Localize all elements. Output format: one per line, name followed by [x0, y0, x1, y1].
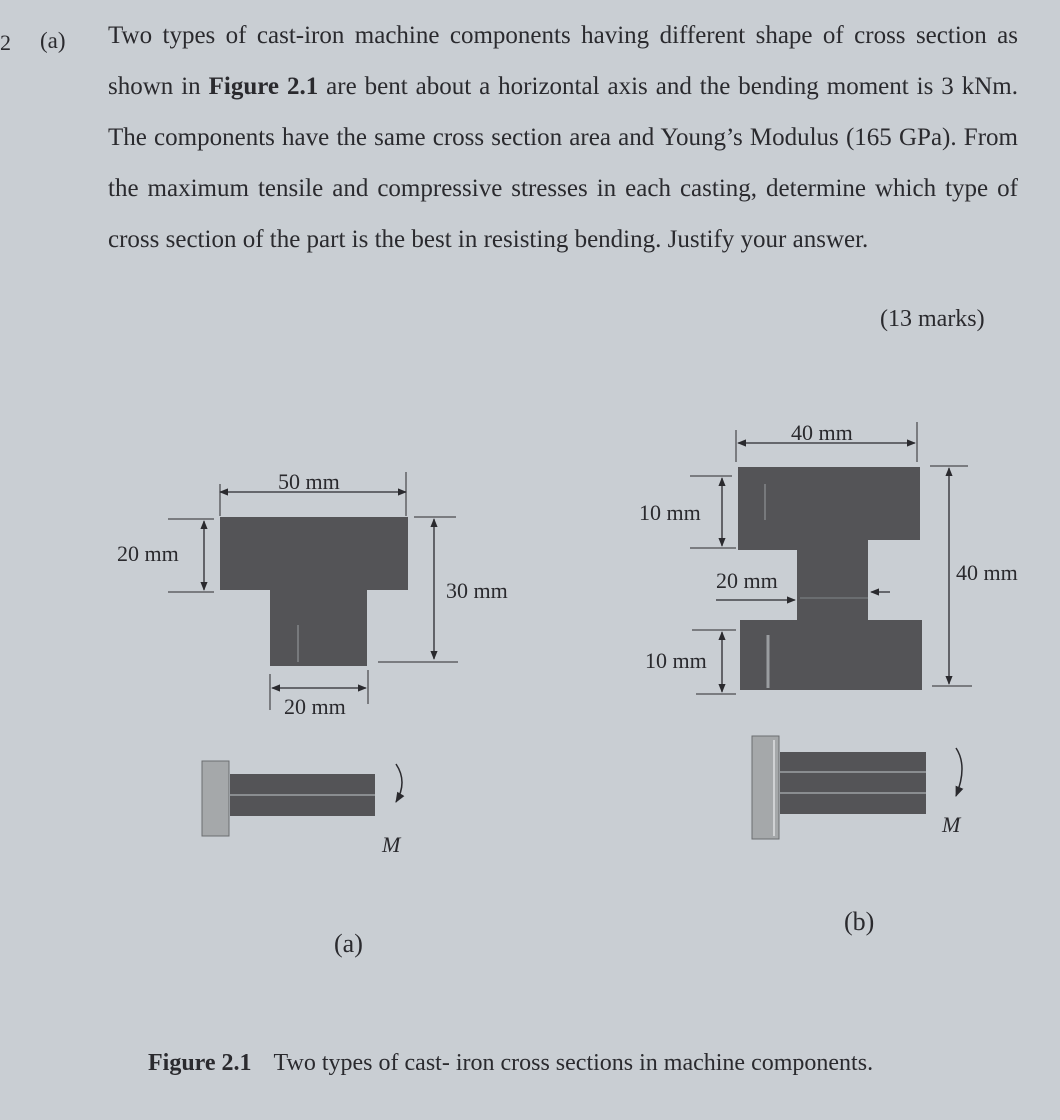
figure-a: [117, 469, 508, 958]
figure-caption-text: Two types of cast- iron cross sections in machine components.: [273, 1050, 874, 1076]
moment-a-label: M: [382, 832, 401, 857]
marks-label: (13 marks): [880, 306, 985, 332]
figure-caption: [148, 1050, 873, 1077]
question-part-label: (a): [40, 28, 66, 53]
dim-a-width-label: 50 mm: [278, 469, 340, 494]
moment-b-arrow: [956, 748, 962, 796]
dim-a-web-label: 20 mm: [284, 694, 346, 719]
dim-a-flange-label: 20 mm: [117, 541, 179, 566]
figure-b-label: (b): [844, 907, 875, 936]
question-intro: Two types of cast-iron machine components having different shape of cross section as shown in: [108, 22, 1018, 100]
moment-a-arrow: [396, 764, 402, 802]
moment-b-label: M: [942, 812, 961, 837]
figure-caption-number: Figure 2.1: [148, 1050, 252, 1076]
dim-b-web-label: 20 mm: [716, 568, 778, 593]
dim-a-height-label: 30 mm: [446, 578, 508, 603]
dim-b-width-label: 40 mm: [791, 420, 853, 445]
figure-a-label: (a): [334, 929, 363, 958]
dim-b-bottom-flange-label: 10 mm: [645, 648, 707, 673]
dim-b-height-label: 40 mm: [956, 560, 1018, 585]
figure-reference: Figure 2.1: [208, 73, 319, 100]
question-body: are bent about a horizontal axis and the bending moment is 3 kNm. The components have the same cross section area and Young’s Modulus (165 GPa). From the maximum tensile and compressive stresses in each casting, determine which type of cross section of the part is the best in resisting bending. Justify your answer.: [108, 73, 1018, 253]
beam-b-body: [780, 752, 926, 814]
dim-b-top-flange-label: 10 mm: [639, 500, 701, 525]
figure-b: [639, 420, 1018, 936]
question-number: 2: [0, 30, 11, 55]
beam-a-wall: [202, 761, 229, 836]
t-section-shape: [220, 517, 408, 666]
